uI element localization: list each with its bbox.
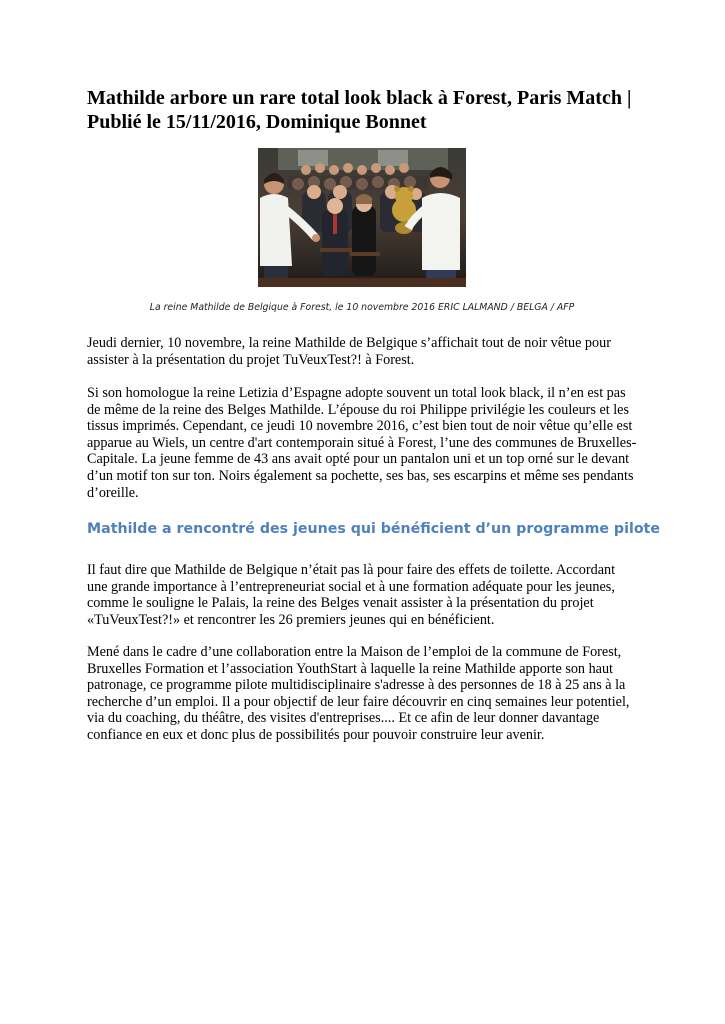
section-heading: Mathilde a rencontré des jeunes qui bénéficient d’un programme pilote: [87, 521, 660, 537]
article-title: Mathilde arbore un rare total look black à Forest, Paris Match | Publié le 15/11/2016, Dominique Bonnet: [87, 87, 632, 133]
article-photo: [258, 148, 466, 287]
intro-paragraph: Jeudi dernier, 10 novembre, la reine Mathilde de Belgique s’affichait tout de noir vêtue pour assister à la présentation du projet TuVeuxTest?! à Forest.: [87, 335, 611, 368]
section-paragraph: Mené dans le cadre d’une collaboration entre la Maison de l’emploi de la commune de Forest, Bruxelles Formation et l’association YouthStart à laquelle la reine Mathilde apporte son haut patronage, ce programme pilote multidisciplinaire s'adresse à des personnes de 18 à 25 ans à la recherche d’un emploi. Il a pour objectif de leur faire découvrir en cinq semaines leur potentiel, via du coaching, du théâtre, des visites d'entreprises.... Et ce afin de leur donner davantage confiance en eux et donc plus de possibilités pour pouvoir construire leur avenir.: [87, 644, 630, 743]
section-paragraph: Il faut dire que Mathilde de Belgique n’était pas là pour faire des effets de toilette. Accordant une grande importance à l’entrepreneuriat social et à une formation adéquate pour les jeunes, comme le souligne le Palais, la reine des Belges venait assister à la présentation du projet «TuVeuxTest?!» et rencontrer les 26 premiers jeunes qui en bénéficient.: [87, 562, 616, 628]
body-paragraph: Si son homologue la reine Letizia d’Espagne adopte souvent un total look black, il n’en est pas de même de la reine des Belges Mathilde. L’épouse du roi Philippe privilégie les couleurs et les tissus imprimés. Cependant, ce jeudi 10 novembre 2016, c’est bien tout de noir vêtue qu’elle est apparue au Wiels, un centre d'art contemporain situé à Forest, l’une des communes de Bruxelles-Capitale. La jeune femme de 43 ans avait opté pour un pantalon uni et un top orné sur le devant d’un motif ton sur ton. Noirs également sa pochette, ses bas, ses escarpins et même ses pendants d’oreille.: [87, 385, 637, 501]
photo-caption: La reine Mathilde de Belgique à Forest, le 10 novembre 2016 ERIC LALMAND / BELGA / AFP: [149, 302, 575, 313]
